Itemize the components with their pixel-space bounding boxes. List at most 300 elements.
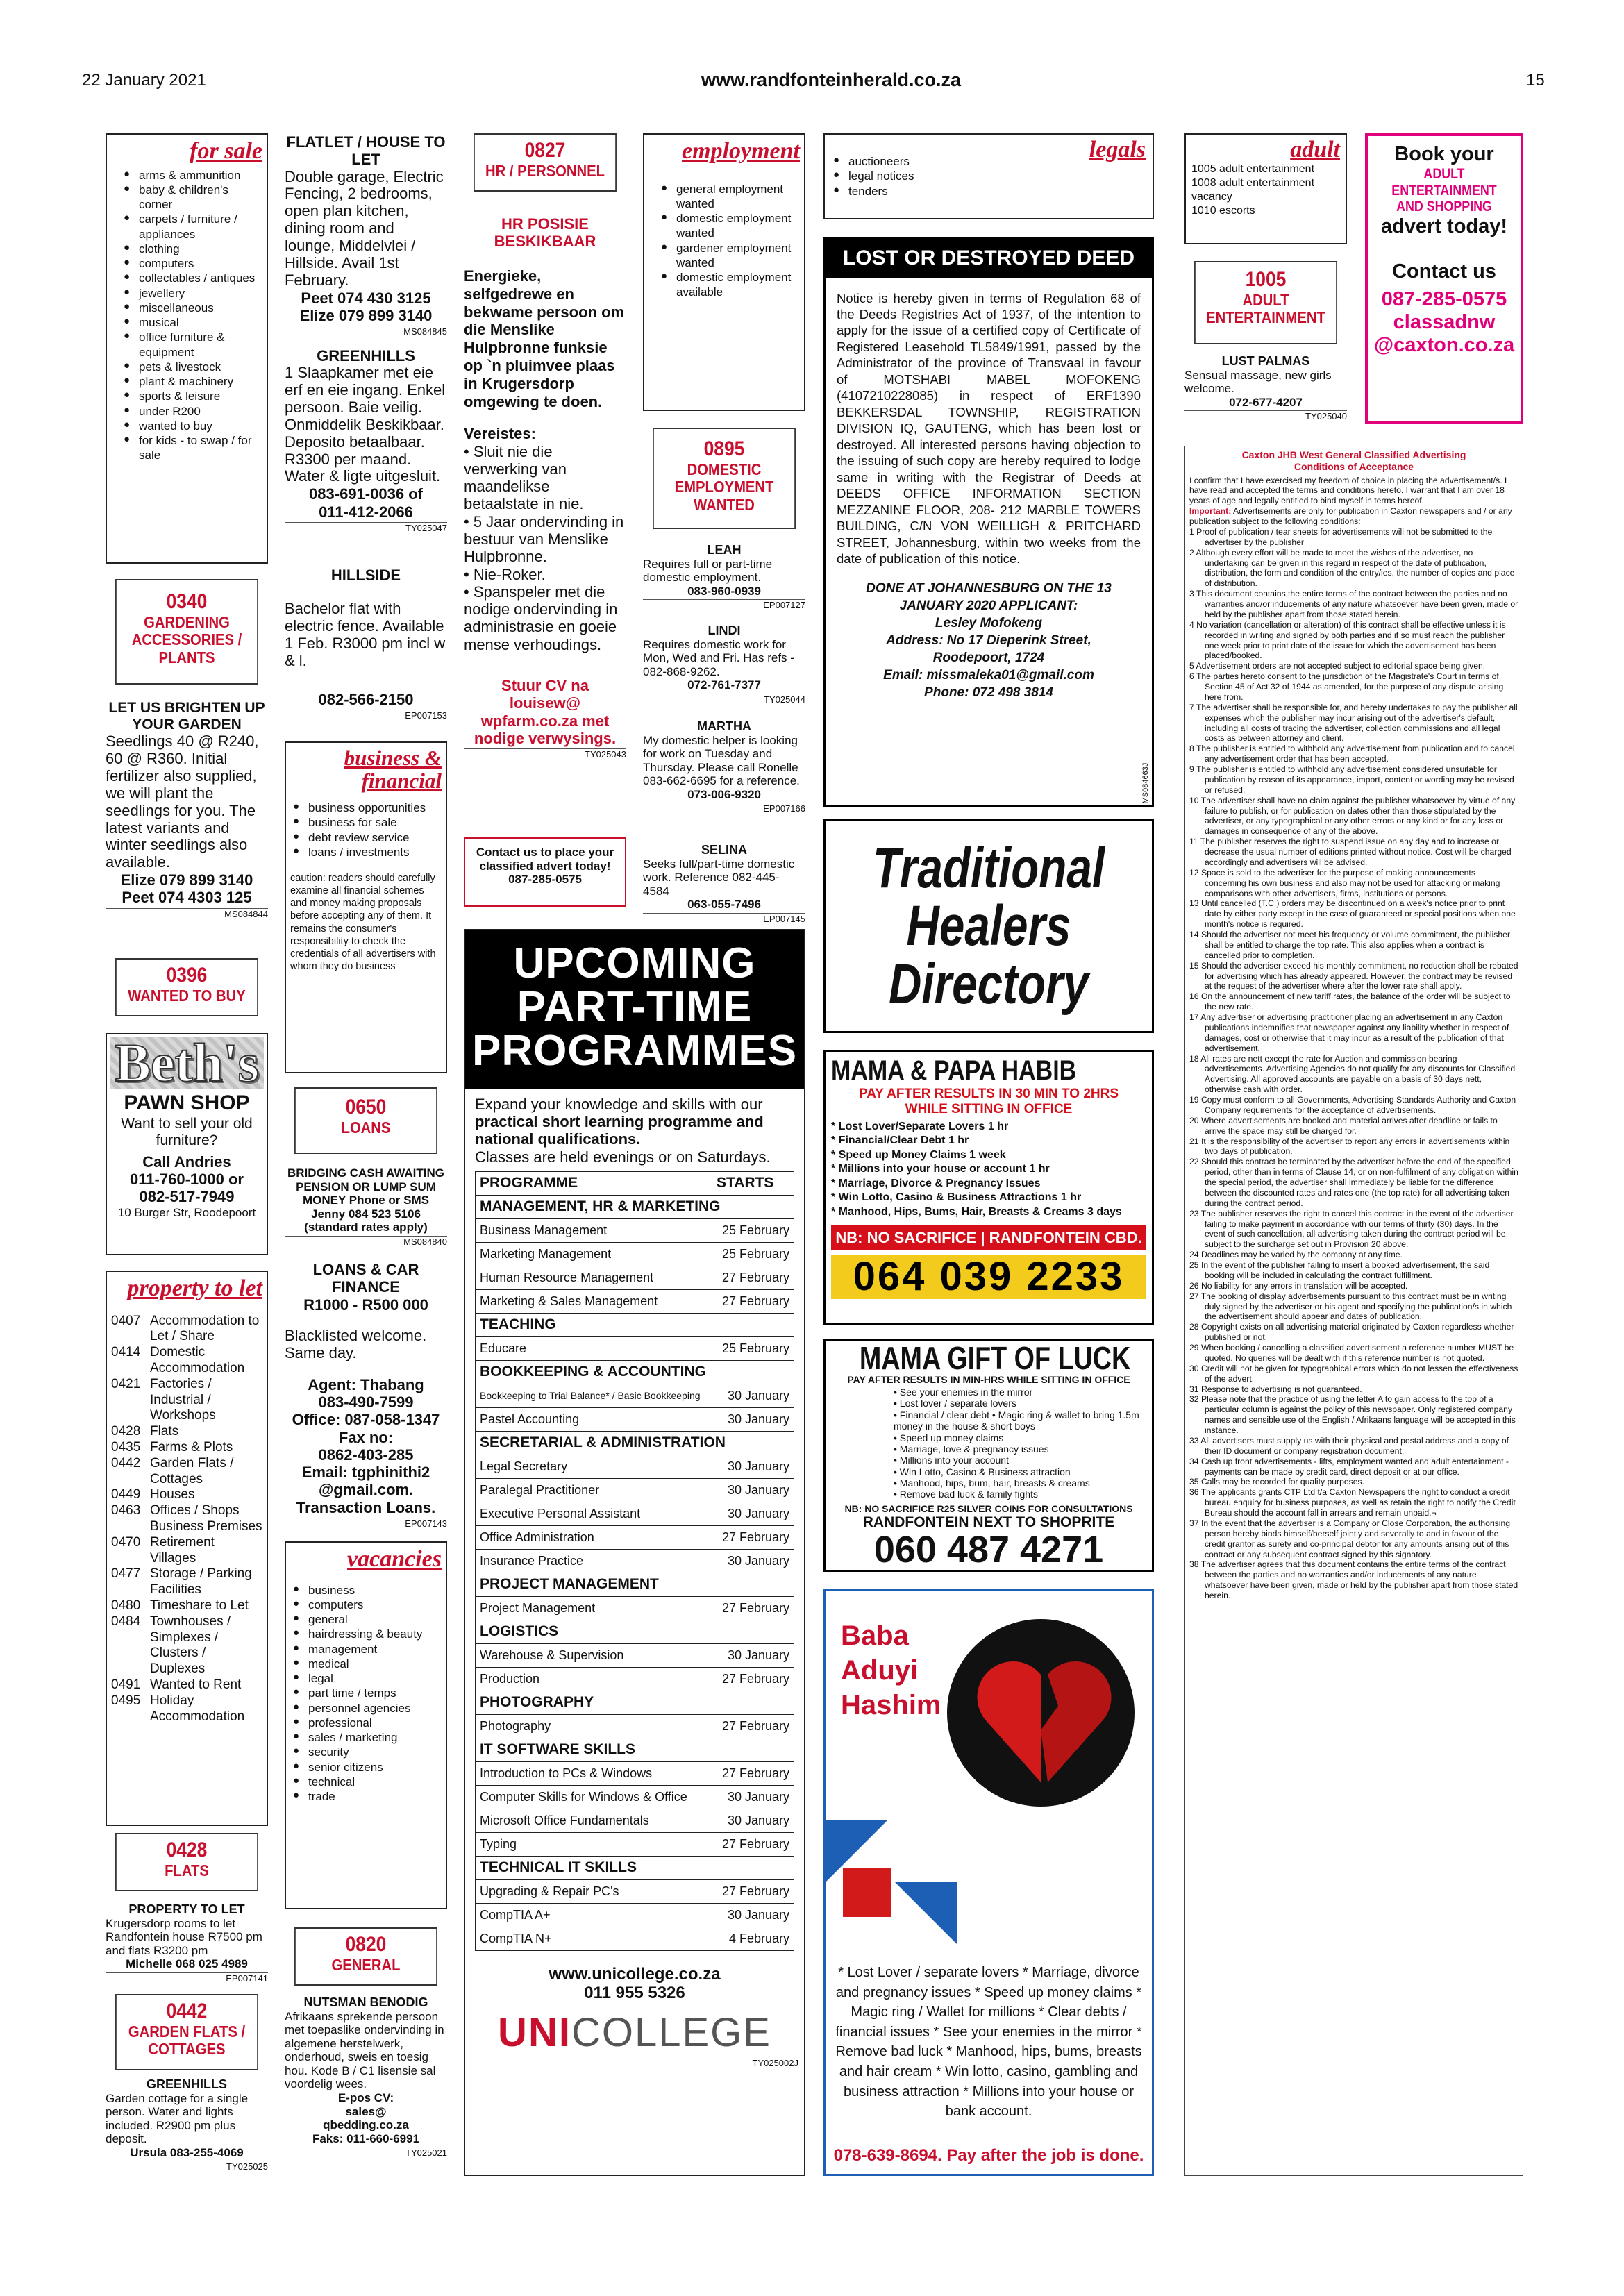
- vacancies-heading: vacancies: [347, 1546, 442, 1572]
- category-label: ADULT ENTERTAINMENT: [1206, 290, 1325, 327]
- vacancies-box: [285, 1541, 447, 1909]
- list-item[interactable]: ● carpets / furniture / appliances: [139, 212, 262, 242]
- ad-ref: MS084845: [285, 326, 447, 337]
- transaction-loans: Transaction Loans.: [296, 1498, 436, 1516]
- list-item[interactable]: 0442 Garden Flats / Cottages: [111, 1455, 234, 1486]
- list-item[interactable]: 0491 Wanted to Rent: [111, 1677, 242, 1693]
- garden-ad: [106, 700, 268, 951]
- ad-title: MAMA GIFT OF LUCK: [859, 1340, 1131, 1376]
- list-item[interactable]: ● arms & ammunition: [139, 168, 262, 183]
- ad-title: LET US BRIGHTEN UP YOUR GARDEN: [108, 700, 265, 733]
- ad-ref: MS084844: [106, 908, 268, 920]
- martha-ad: [643, 719, 805, 837]
- beths-phone: 011-760-1000 or: [130, 1171, 244, 1189]
- condition-item: 12 Space is sold to the advertiser for the purpose of making announcements concerning his own business and also may not be used for attacking or making comparisons with other advertisers, firms, institutions or persons.: [1189, 867, 1500, 898]
- ad-phone: 011-412-2066: [319, 503, 413, 521]
- ad-phone: Peet 074 430 3125: [301, 289, 431, 307]
- list-item[interactable]: ● medical: [308, 1657, 442, 1671]
- hillside-ad: [285, 567, 447, 733]
- table-section-row: [476, 1195, 794, 1218]
- table-row: [476, 1478, 794, 1502]
- ad-text: * Lost Lover / separate lovers * Marriage, divorce and pregnancy issues * Speed up money claims * Magic ring / Wallet for millions * Clear debts / financial issues * See your enemies in the mirror * Remove bad luck * Manhood, hips, bums, breasts and hair cream * Win lotto, casino, gambling and business attraction * Millions into your house or bank account.: [835, 1965, 1142, 2120]
- list-item[interactable]: ● under R200: [139, 404, 262, 419]
- conditions-list: [1189, 527, 1518, 1601]
- start-date-cell: 30 January: [712, 1384, 794, 1407]
- ad-ref: EP007141: [106, 1972, 268, 1984]
- programme-cell: PROJECT MANAGEMENT: [476, 1573, 794, 1596]
- category-number: 0827: [524, 139, 566, 162]
- list-item[interactable]: ● business: [308, 1583, 442, 1598]
- category-box-loans: [294, 1087, 437, 1154]
- list-item[interactable]: ● security: [308, 1745, 442, 1759]
- ad-text: My domestic helper is looking for work on Tuesday and Thursday. Please call Ronelle 083-662-6695 for a reference.: [643, 733, 800, 788]
- legals-heading: legals: [1089, 137, 1146, 162]
- ad-ref: TY025025: [106, 2161, 268, 2172]
- mama-gift-of-luck-ad: [823, 1339, 1154, 1572]
- list-item[interactable]: 0407 Accommodation to Let / Share: [111, 1313, 260, 1344]
- condition-item: 30 Credit will not be given for typographical errors which do not lessen the effectiveness of the advert.: [1189, 1363, 1518, 1384]
- table-row: [476, 1242, 794, 1266]
- programme-cell: Bookkeeping to Trial Balance* / Basic Bookkeeping: [476, 1384, 712, 1407]
- unicollege-intro: Expand your knowledge and skills with our practical short learning programme and national qualifications. Classes are held evenings or on Saturdays.: [475, 1095, 771, 1166]
- for-sale-box: [106, 133, 268, 564]
- for-sale-list: [111, 168, 262, 463]
- ad-nb: NB: NO SACRIFICE R25 SILVER COINS FOR CONSULTATIONS: [844, 1502, 1133, 1514]
- condition-item: 10 The advertiser shall have no claim against the publisher whatsoever by virtue of any failure to publish, or for publication on dates other than those stipulated by the advertiser, or any typographical or any other errors or any kind or for any loss or damages in consequence of any of the above.: [1189, 795, 1516, 837]
- list-item[interactable]: ● gardener employment wanted: [676, 241, 800, 271]
- caution-text: caution: readers should carefully examine all financial schemes and money making proposals before accepting any of them. It remains the consumer's responsibility to check the credentials of all advertisers with whom they do business: [290, 873, 436, 972]
- ad-ref: TY025047: [285, 522, 447, 534]
- list-item[interactable]: 0463 Offices / Shops Business Premises: [111, 1503, 262, 1534]
- ad-phone: 060 487 4271: [873, 1529, 1104, 1571]
- condition-item: 11 The publisher reserves the right to suspend issue on any day and to increase or decrease the usual number of editions printed without notice. Cost will be charged accordingly and advertisers will be advised.: [1189, 837, 1512, 867]
- list-item[interactable]: ● loans / investments: [308, 845, 442, 860]
- list-item[interactable]: ● for kids - to swap / for sale: [139, 433, 262, 463]
- legals-box: [823, 133, 1154, 219]
- condition-item: 16 On the announcement of new tariff rates, the balance of the order will be subject to the new rate.: [1189, 991, 1511, 1012]
- unicollege-headline: UPCOMING PART-TIME PROGRAMMES: [472, 939, 798, 1075]
- category-number: 1005: [1245, 268, 1287, 291]
- condition-item: 38 The advertiser agrees that this document contains the entire terms of the contract between the parties and no warranties and/or inducements of any nature whatsoever have been given, made or held by the publisher apart from those stated herein.: [1189, 1559, 1518, 1601]
- condition-item: 15 Should the advertiser exceed his monthly commitment, no reduction shall be rebated for advertising which has already appeared. However, the contract may be revised at the request of the advertiser where after the lower rate shall apply.: [1189, 960, 1518, 991]
- start-date-cell: 30 January: [712, 1478, 794, 1502]
- table-row: [476, 1266, 794, 1289]
- list-item[interactable]: ● legal: [308, 1671, 442, 1686]
- programme-cell: Paralegal Practitioner: [476, 1478, 712, 1502]
- unicollege-web[interactable]: www.unicollege.co.za: [549, 1964, 721, 1984]
- ad-phone: 083-691-0036 of: [309, 485, 423, 503]
- condition-item: 37 In the event that the advertiser is a Company or Close Corporation, the authorising person hereby binds himself/herself jointly and severally to and in favour of the credit grantor as surety and co-principal debtor for any amounts arising out of this contract or any subsequent contract signed by this signatory.: [1189, 1518, 1511, 1559]
- list-item[interactable]: 0480 Timeshare to Let: [111, 1598, 249, 1614]
- condition-item: 36 The applicants grants CTP Ltd t/a Caxton Newspapers the right to conduct a credit bureau enquiry for business purposes, as well as retain the right to notify the Credit Bureau should the account fall in arrears and remain unpaid.¬: [1189, 1487, 1516, 1518]
- ad-ref: TY025002J: [752, 2057, 798, 2068]
- unicollege-headline-panel: [465, 930, 804, 1089]
- category-number: 0340: [166, 590, 208, 613]
- condition-item: 24 Deadlines may be varied by the company at any time.: [1189, 1250, 1403, 1260]
- list-item[interactable]: ● sports & leisure: [139, 389, 262, 403]
- ad-ref: EP007153: [285, 710, 447, 721]
- ad-phone: 073-006-9320: [687, 787, 761, 801]
- programme-cell: IT SOFTWARE SKILLS: [476, 1738, 794, 1761]
- loans-car-ad: [285, 1261, 447, 1532]
- start-date-cell: 27 February: [712, 1879, 794, 1903]
- unicollege-phone: 011 955 5326: [584, 1984, 685, 2003]
- ad-title: MAMA & PAPA HABIB: [831, 1055, 1077, 1086]
- ad-title: LUST PALMAS: [1221, 354, 1310, 368]
- ad-ref: MS084663J: [1141, 763, 1150, 804]
- adult-list: [1191, 162, 1340, 218]
- ad-list: * Lost Lover/Separate Lovers 1 hr * Financial/Clear Debt 1 hr * Speed up Money Claims 1 week * Millions into your house or account 1 hr * Marriage, Divorce & Pregnancy Issues * Win Lotto, Casino & Business Attractions 1 hr * Manhood, Hips, Bums, Hair, Breasts & Creams 3 days: [831, 1120, 1122, 1218]
- table-row: [476, 1667, 794, 1691]
- ad-nb: NB: NO SACRIFICE | RANDFONTEIN CBD.: [831, 1225, 1146, 1250]
- list-item[interactable]: 0477 Storage / Parking Facilities: [111, 1566, 252, 1598]
- ad-sub: PAY AFTER RESULTS IN 30 MIN TO 2HRS: [858, 1087, 1119, 1101]
- ad-ref: TY025044: [643, 694, 805, 705]
- table-row: [476, 1596, 794, 1620]
- programme-cell: MANAGEMENT, HR & MARKETING: [476, 1195, 794, 1218]
- ad-title: LOANS & CAR FINANCE: [312, 1261, 419, 1296]
- programme-table-wrap: [465, 1166, 804, 1951]
- vacancies-list: [290, 1583, 442, 1804]
- email: sales@: [345, 2104, 387, 2118]
- start-date-cell: 27 February: [712, 1667, 794, 1691]
- email: qbedding.co.za: [323, 2118, 409, 2132]
- property-ad: [106, 1902, 268, 1986]
- table-row: [476, 1455, 794, 1478]
- beths-sub: Want to sell your old furniture?: [121, 1115, 253, 1148]
- col-header: PROGRAMME: [476, 1171, 712, 1195]
- beths-pawn-ad: [106, 1033, 268, 1255]
- email: @gmail.com.: [318, 1481, 414, 1499]
- list-item[interactable]: 1008 adult entertainment vacancy: [1191, 176, 1315, 203]
- programme-cell: Pastel Accounting: [476, 1407, 712, 1431]
- list-item[interactable]: ● miscellaneous: [139, 301, 262, 315]
- deed-title: LOST OR DESTROYED DEED: [826, 240, 1152, 278]
- ad-text: Seeks full/part-time domestic work. Reference 082-445- 4584: [643, 857, 795, 898]
- ad-text: 1 Slaapkamer met eie erf en eie ingang. Enkel persoon. Baie veilig. Onmiddelik Beskikbaar. Deposito betaalbaar. R3300 per maand. Water & ligte uitgesluit.: [285, 364, 446, 485]
- business-list: [290, 801, 442, 860]
- adult-heading: adult: [1290, 137, 1340, 162]
- list-item[interactable]: ● pets & livestock: [139, 360, 262, 374]
- list-item[interactable]: ● musical: [139, 315, 262, 330]
- category-label: DOMESTIC EMPLOYMENT WANTED: [674, 460, 774, 514]
- table-row: [476, 1525, 794, 1549]
- deed-signoff: DONE AT JOHANNESBURG ON THE 13 JANUARY 2020 APPLICANT: Lesley Mofokeng Address: No 17 Dieperink Street, Roodepoort, 1724 Email: missmaleka01@gmail.com Phone: 072 498 3814: [866, 580, 1112, 701]
- start-date-cell: 27 February: [712, 1596, 794, 1620]
- ad-text: Requires domestic work for Mon, Wed and Fri. Has refs - 082-868-9262.: [643, 637, 794, 678]
- table-row: [476, 1384, 794, 1407]
- category-box-garden-flats: [115, 1994, 258, 2070]
- condition-item: 28 Copyright exists on all advertising material originated by Caxton regardless whether published or not.: [1189, 1322, 1514, 1343]
- list-item[interactable]: 1010 escorts: [1191, 204, 1255, 217]
- list-item[interactable]: ● jewellery: [139, 286, 262, 301]
- list-item[interactable]: ● tenders: [848, 184, 1147, 199]
- table-section-row: [476, 1431, 794, 1455]
- list-item[interactable]: ● plant & machinery: [139, 374, 262, 389]
- programme-cell: Introduction to PCs & Windows: [476, 1761, 712, 1785]
- programme-cell: Computer Skills for Windows & Office: [476, 1785, 712, 1809]
- fax-number: 0862-403-285: [318, 1446, 414, 1464]
- ad-title: NUTSMAN BENODIG: [303, 1995, 428, 2009]
- list-item[interactable]: ● domestic employment wanted: [676, 211, 800, 241]
- category-label: GENERAL: [331, 1955, 401, 1974]
- programme-cell: Insurance Practice: [476, 1549, 712, 1573]
- table-section-row: [476, 1738, 794, 1761]
- condition-item: 1 Proof of publication / tear sheets for advertisements will not be submitted to the advertiser by the publisher: [1189, 526, 1493, 547]
- conditions-body: I confirm that I have exercised my freedom of choice in placing the advertisement/s. I have read and accepted the terms and conditions hereto. I warrant that I am over 18 years of age and legally entitled to bind myself in terms hereof. Important: Advertisements are only for publication in Caxton newspapers and / or any publication subject to the following conditions: 1 Proof of publication / tear sheets for advertisements will not be submitted to the advertiser by the publisher 2 Although every effort will be made to meet the wishes of the advertiser, no undertaking can be given in this regard in respect of the date of publication, distribution, the form and condition of the entry/ies, the number of copies and place of distribution. 3 This document contains the entire terms of the contract between the parties and no warranties and/or inducements of any nature whatsoever have been given, made or held by the publisher apart from those stated herein. 4 No variation (cancellation or alteration) of this contract shall be effective unless it is recorded in writing and signed by both parties and if so must reach the publisher one week prior to print date of the issue for which the advertisement has been placed/booked. 5 Advertisement orders are not accepted subject to editorial space being given. 6 The parties hereto consent to the jurisdiction of the Magistrate's Court in terms of Section 45 of Act 32 of 1944 as amended, for the purpose of any dispute arising here from. 7 The advertiser shall be responsible for, and hereby undertakes to pay the publisher all expenses which the publisher may incur arising out of the advertiser's default, including all costs of tracing the advertiser, collection commissions and all legal costs as between attorney and client. 8 The publisher is entitled to withhold any advertisement from publication and to cancel any advertisement order that has been accepted. 9 The publisher is entitled to withhold any advertisement considered unsuitable for publication by reason of its appearance, import, content or wording may be revised or refused. 10 The advertiser shall have no claim against the publisher whatsoever by virtue of any failure to publish, or for publication on dates other than those stipulated by the advertiser, or any typographical or any other errors or any kind or for any loss or damages in consequence of any of the above. 11 The publisher reserves the right to suspend issue on any day and to increase or decrease the usual number of editions printed without notice. Cost will be charged accordingly and advertisers will be advised. 12 Space is sold to the advertiser for the purpose of making announcements concerning his own business and also may not be used for attacking or making comparisons with other advertisers, firms, institutions or persons. 13 Until cancelled (T.C.) orders may be discontinued on a week's notice prior to print date by either party except in the case of guaranteed or special positions when one month's notice is required. 14 Should the advertiser not meet his frequency or volume commitment, the publisher shall be entitled to charge the top rate. This also applies when a contract is cancelled prior to completion. 15 Should the advertiser exceed his monthly commitment, no reduction shall be rebated for advertising which has already appeared. However, the contract may be revised at the request of the advertiser where after the lower rate shall apply. 16 On the announcement of new tariff rates, the balance of the order will be subject to the new rate. 17 Any advertiser or advertising practitioner placing an advertisement in any Caxton publications indemnifies that newspaper against any liability whether in respect of damages, cost or otherwise that it may incur as a result of the publication of that advertisement. 18 All rates are nett except the rate for Auction and commission bearing advertisements. Advertising Agencies do not qualify for any discounts for Classified Advertising. All approved accounts are payable on a basis of 30 days nett, otherwise cash with order. 19 Copy must conform to all Governments, Advertising Standards Authority and Caxton Company requirements for the acceptance of advertisements. 20 Where advertisements are booked and material arrives after deadline or fails to arrive the space may still be charged for. 21 It is the responsibility of the advertiser to report any errors in advertisements within two days of publication. 22 Should this contract be terminated by the advertiser before the end of the specified period, other than in terms of Clause 14, or on non-fulfilment of any obligation within the special period, the advertiser shall immediately be liable for the difference between the discounted rates and rates one (the top rate) for all advertising taken during the contract period. 23 The publisher reserves the right to cancel this contract in the event of the advertiser failing to make payment in accordance with our terms of thirty (30) days. In the event of such cancellation, all advertising taken during the contract period will be subject to the surcharge set out in Provision 20 above. 24 Deadlines may be varied by the company at any time. 25 In the event of the publisher failing to insert a booked advertisement, the said booking will be included in calculating the contract fulfillment. 26 No liability for any errors in translation will be accepted. 27 The booking of display advertisements pursuant to this contract must be in writing duly signed by the advertiser or his agent and specifying the publication/s in which the advertisement should appear and dates of publication. 28 Copyright exists on all advertising material originated by Caxton regardless whether published or not. 29 When booking / cancelling a classified advertisement a reference number MUST be quoted. No queries will be dealt with if this reference number is not quoted. 30 Credit will not be given for typographical errors which do not lessen the effectiveness of the advert. 31 Response to advertising is not guaranteed. 32 Please note that the practice of using the letter A to gain access to the top of a particular column is against the policy of this newspaper. Only registered company names and sensible use of the English / Afrikaans language will be accepted in this instance. 33 All advertisers must supply us with their physical and postal address and a copy of their ID document or company registration document. 34 Cash up front advertisements - lifts, employment wanted and adult entertainment - payments can be made by credit card, direct deposit or at our office. 35 Calls may be recorded for quality purposes. 36 The applicants grants CTP Ltd t/a Caxton Newspapers the right to conduct a credit bureau enquiry for business purposes, as well as retain the right to notify the Credit Bureau should the account fall in arrears and remain unpaid.¬ 37 In the event that the advertiser is a Company or Close Corporation, the authorising person hereby binds himself/herself jointly and severally to and in favour of the credit grantor as surety and co-principal debtor for any amounts arising out of this contract or any subsequent contract signed by this signatory. 38 The advertiser agrees that this document contains the entire terms of the contract between the parties and no warranties and/or inducements of any nature whatsoever have been given, made or held by the publisher apart from those stated herein.: [1189, 475, 1518, 1601]
- list-item[interactable]: ● collectables / antiques: [139, 271, 262, 285]
- ad-ref: MS084840: [285, 1236, 447, 1248]
- unicollege-logo: UNICOLLEGE: [498, 2010, 771, 2056]
- col-header: STARTS: [712, 1171, 794, 1195]
- ad-title: HILLSIDE: [330, 567, 401, 584]
- hr-cta: Stuur CV na louisew@ wpfarm.co.za met nodige verwysings.: [474, 677, 617, 747]
- ad-ref: TY025040: [1184, 410, 1347, 422]
- contact-text: Contact us to place your classified advert today! 087-285-0575: [476, 846, 614, 887]
- list-item[interactable]: ● sales / marketing: [308, 1730, 442, 1745]
- condition-item: 31 Response to advertising is not guaranteed.: [1189, 1384, 1362, 1394]
- hr-req: • Nie-Roker.: [464, 565, 546, 583]
- category-number: 0895: [703, 437, 745, 460]
- start-date-cell: 27 February: [712, 1266, 794, 1289]
- list-item[interactable]: 0495 Holiday Accommodation: [111, 1693, 245, 1724]
- condition-item: 26 No liability for any errors in translation will be accepted.: [1189, 1280, 1408, 1291]
- ad-title: LEAH: [707, 543, 742, 557]
- ad-phone: Elize 079 899 3140: [120, 871, 253, 889]
- unicollege-ad: [464, 929, 805, 2176]
- hr-ad: [464, 208, 626, 826]
- condition-item: 17 Any advertiser or advertising practitioner placing an advertisement in any Caxton publications indemnifies that newspaper against any liability whether in respect of damages, cost or otherwise that it may incur as a result of the publication of that advertisement.: [1189, 1012, 1509, 1053]
- condition-item: 7 The advertiser shall be responsible for, and hereby undertakes to pay the publisher all expenses which the publisher may incur arising out of the advertiser's default, including all costs of tracing the advertiser, collection commissions and all legal costs as between attorney and client.: [1189, 702, 1518, 744]
- ad-phone: 063-055-7496: [687, 898, 761, 912]
- employment-heading: employment: [682, 138, 800, 164]
- fax-label: Fax no:: [338, 1428, 394, 1446]
- list-item[interactable]: ● trade: [308, 1789, 442, 1804]
- ad-ref: EP007145: [643, 913, 805, 925]
- programme-cell: Typing: [476, 1832, 712, 1856]
- list-item[interactable]: ● hairdressing & beauty: [308, 1627, 442, 1641]
- table-row: [476, 1879, 794, 1903]
- programme-cell: Warehouse & Supervision: [476, 1643, 712, 1667]
- beths-title: PAWN SHOP: [124, 1091, 250, 1115]
- email-label: E-pos CV:: [337, 2090, 394, 2104]
- list-item[interactable]: 0484 Townhouses / Simplexes / Clusters / Duplexes: [111, 1614, 231, 1677]
- category-box-flats: [115, 1833, 258, 1891]
- list-item[interactable]: ● technical: [308, 1775, 442, 1789]
- list-item[interactable]: ● general: [308, 1612, 442, 1627]
- condition-item: 13 Until cancelled (T.C.) orders may be discontinued on a week's notice prior to print date by either party except in the case of guaranteed or special positions when one month's notice is required.: [1189, 898, 1516, 930]
- start-date-cell: 27 February: [712, 1714, 794, 1738]
- condition-item: 4 No variation (cancellation or alteration) of this contract shall be effective unless it is recorded in writing and signed by both parties and if so must reach the publisher one week prior to print date of the issue for which the advertisement has been placed/booked.: [1189, 619, 1506, 661]
- condition-item: 2 Although every effort will be made to meet the wishes of the advertiser, no undertaking can be given in this regard in respect of the date of publication, distribution, the form and condition of the entry/ies, the number of copies and place of distribution.: [1189, 547, 1515, 589]
- deed-body: Notice is hereby given in terms of Regulation 68 of the Deeds Registries Act of 1937, of the intention to apply for the issue of a certified copy of Certificate of Registered Leasehold TL5849/1991, passed by the Administrator of the province of Transvaal in favour of MOTSHABI MABEL MOFOKENG (4107210228085) in respect of ERF1390 BEKKERSDAL TOWNSHIP, REGISTRATION DIVISION IQ, GAUTENG, which has been lost or destroyed. All interested persons having objection to the issuing of such copy are hereby required to lodge same in writing with the Registrar of Deeds at DEEDS OFFICE INFORMATION SECTION MEZZANINE FLOOR, 208- 212 MARBLE TOWERS BUILDING, C/N VON WEILLIGH & PRITCHARD STREET, Johannesburg, within two weeks from the date of publication of this notice.: [837, 290, 1141, 567]
- table-section-row: [476, 1620, 794, 1643]
- condition-item: 29 When booking / cancelling a classified advertisement a reference number MUST be quoted. No queries will be dealt with if this reference number is not quoted.: [1189, 1343, 1514, 1363]
- start-date-cell: 30 January: [712, 1407, 794, 1431]
- ad-phone: 072-677-4207: [1229, 395, 1303, 409]
- programme-cell: PHOTOGRAPHY: [476, 1691, 794, 1714]
- start-date-cell: 27 February: [712, 1289, 794, 1313]
- hr-req: • 5 Jaar ondervinding in bestuur van Menslike Hulpbronne.: [464, 512, 624, 566]
- start-date-cell: 30 January: [712, 1502, 794, 1525]
- start-date-cell: 30 January: [712, 1455, 794, 1478]
- ad-phone: 078-639-8694. Pay after the job is done.: [833, 2146, 1144, 2165]
- hr-lead: Energieke, selfgedrewe en bekwame persoon om die Menslike Hulpbronne funksie op `n pluimvee plaas in Krugersdorp omgewing te doen.: [464, 267, 625, 411]
- category-box-domestic: [653, 428, 796, 529]
- list-item[interactable]: ● professional: [308, 1716, 442, 1730]
- property-list: [111, 1314, 262, 1725]
- healers-banner: [823, 819, 1154, 1033]
- programme-cell: Microsoft Office Fundamentals: [476, 1809, 712, 1832]
- programme-table: [475, 1171, 794, 1951]
- bridging-ad: [285, 1166, 447, 1254]
- list-item[interactable]: ● clothing: [139, 242, 262, 256]
- list-item[interactable]: ● business opportunities: [308, 801, 442, 815]
- category-label: LOANS: [341, 1118, 391, 1137]
- ad-title: GREENHILLS: [317, 347, 415, 364]
- list-item[interactable]: ● auctioneers: [848, 154, 1147, 169]
- list-item[interactable]: 0421 Factories / Industrial / Workshops: [111, 1376, 216, 1423]
- ad-text: Sensual massage, new girls welcome.: [1184, 368, 1332, 396]
- table-section-row: [476, 1313, 794, 1336]
- condition-item: 21 It is the responsibility of the advertiser to report any errors in advertisements within two days of publication.: [1189, 1136, 1510, 1157]
- condition-item: 27 The booking of display advertisements pursuant to this contract must be in writing duly signed by the advertiser or his agent and specifying the publication/s in which the advertisement should appear and dates of publication.: [1189, 1291, 1512, 1322]
- list-item[interactable]: 0435 Farms & Plots: [111, 1440, 233, 1455]
- greenhills-ad: [106, 2077, 268, 2175]
- condition-item: 5 Advertisement orders are not accepted subject to editorial space being given.: [1189, 661, 1486, 671]
- list-item[interactable]: ● business for sale: [308, 815, 442, 830]
- list-item[interactable]: ● baby & children's corner: [139, 183, 262, 212]
- programme-cell: BOOKKEEPING & ACCOUNTING: [476, 1360, 794, 1384]
- programme-cell: Upgrading & Repair PC's: [476, 1879, 712, 1903]
- ad-text: Garden cottage for a single person. Water and lights included. R2900 pm plus deposit.: [106, 2091, 249, 2146]
- list-item[interactable]: 0449 Houses: [111, 1487, 195, 1502]
- hr-req-title: Vereistes:: [464, 425, 536, 443]
- programme-cell: Legal Secretary: [476, 1455, 712, 1478]
- programme-cell: LOGISTICS: [476, 1620, 794, 1643]
- hr-title: HR POSISIE BESKIKBAAR: [494, 215, 596, 251]
- ad-phone: Peet 074 4303 125: [122, 889, 252, 907]
- contact-classified-box: [464, 837, 626, 907]
- ad-title: MARTHA: [697, 719, 751, 733]
- category-box-hr: [474, 133, 617, 192]
- start-date-cell: 30 January: [712, 1643, 794, 1667]
- list-item[interactable]: ● debt review service: [308, 830, 442, 845]
- employment-list: [648, 182, 800, 300]
- list-item[interactable]: ● wanted to buy: [139, 419, 262, 433]
- programme-cell: Marketing & Sales Management: [476, 1289, 712, 1313]
- list-item[interactable]: ● management: [308, 1642, 442, 1657]
- category-number: 0820: [345, 1933, 387, 1956]
- ad-ref: TY025021: [285, 2147, 447, 2159]
- category-box-general: [294, 1927, 437, 1986]
- start-date-cell: 27 February: [712, 1832, 794, 1856]
- start-date-cell: 25 February: [712, 1336, 794, 1360]
- table-row: [476, 1903, 794, 1927]
- ad-phone: 083-960-0939: [687, 584, 761, 598]
- programme-cell: Photography: [476, 1714, 712, 1738]
- page-number: 15: [1526, 71, 1545, 90]
- category-label: WANTED TO BUY: [128, 986, 246, 1005]
- list-item[interactable]: ● computers: [139, 256, 262, 271]
- site-url[interactable]: www.randfonteinherald.co.za: [701, 69, 962, 90]
- programme-cell: Business Management: [476, 1218, 712, 1242]
- start-date-cell: 25 February: [712, 1218, 794, 1242]
- loan-amount: R1000 - R500 000: [303, 1296, 428, 1314]
- list-item[interactable]: ● legal notices: [848, 169, 1147, 183]
- list-item[interactable]: ● part time / temps: [308, 1686, 442, 1700]
- list-item[interactable]: ● computers: [308, 1598, 442, 1612]
- category-number: 0428: [166, 1838, 208, 1861]
- list-item[interactable]: ● domestic employment available: [676, 270, 800, 300]
- for-sale-heading: for sale: [190, 138, 262, 164]
- ad-text: Double garage, Electric Fencing, 2 bedrooms, open plan kitchen, dining room and lounge, Middelvlei / Hillside. Avail 1st February.: [285, 167, 444, 289]
- ad-list: • See your enemies in the mirror • Lost lover / separate lovers • Financial / clear debt • Magic ring & wallet to bring 1.5m money in the house & short boys • Speed up money claims • Marriage, love & pregnancy issues • Millions into your account • Win Lotto, Casino & Business attraction • Manhood, hips, bum, hair, breasts & creams • Remove bad luck & family fights: [894, 1386, 1139, 1500]
- lindi-ad: [643, 623, 805, 714]
- list-item[interactable]: 1005 adult entertainment: [1191, 162, 1315, 175]
- list-item[interactable]: ● personnel agencies: [308, 1701, 442, 1716]
- category-label: GARDEN FLATS / COTTAGES: [128, 2022, 246, 2059]
- property-heading: property to let: [127, 1275, 262, 1301]
- condition-item: 8 The publisher is entitled to withhold any advertisement from publication and to cancel any advertisement order that has been accepted.: [1189, 744, 1515, 764]
- email: Email: tgphinithi2: [301, 1464, 430, 1482]
- list-item[interactable]: 0414 Domestic Accommodation: [111, 1345, 245, 1376]
- start-date-cell: 30 January: [712, 1549, 794, 1573]
- healers-title: Traditional Healers Directory: [872, 836, 1105, 1016]
- condition-item: 25 In the event of the publisher failing to insert a booked advertisement, the said booking will be included in calculating the contract fulfillment.: [1189, 1260, 1490, 1280]
- start-date-cell: 27 February: [712, 1525, 794, 1549]
- ad-phone: 083-490-7599: [318, 1393, 414, 1411]
- table-section-row: [476, 1573, 794, 1596]
- adult-box: [1184, 133, 1347, 244]
- list-item[interactable]: 0428 Flats: [111, 1424, 179, 1439]
- category-label: FLATS: [165, 1861, 209, 1879]
- deed-notice: [823, 237, 1154, 807]
- ad-ref: EP007143: [285, 1518, 447, 1530]
- list-item[interactable]: ● office furniture & equipment: [139, 330, 262, 360]
- table-row: [476, 1643, 794, 1667]
- condition-item: 6 The parties hereto consent to the jurisdiction of the Magistrate's Court in terms of Section 45 of Act 32 of 1944 as amended, for the purpose of any dispute arising here from.: [1189, 671, 1504, 702]
- programme-cell: Marketing Management: [476, 1242, 712, 1266]
- table-row: [476, 1809, 794, 1832]
- condition-item: 33 All advertisers must supply us with their physical and postal address and a copy of their ID document or company registration document.: [1189, 1435, 1509, 1456]
- table-row: [476, 1336, 794, 1360]
- ad-ref: TY025043: [464, 748, 626, 760]
- ad-phone: 072-761-7377: [687, 678, 761, 692]
- leah-ad: [643, 543, 805, 617]
- programme-cell: Human Resource Management: [476, 1266, 712, 1289]
- list-item[interactable]: ● senior citizens: [308, 1760, 442, 1775]
- ad-phone: 064 039 2233: [831, 1255, 1146, 1299]
- condition-item: 14 Should the advertiser not meet his frequency or volume commitment, the publisher shall be entitled to charge the top rate. This also applies when a contract is cancelled prior to completion.: [1189, 930, 1511, 960]
- ad-text: Krugersdorp rooms to let Randfontein house R7500 pm and flats R3200 pm: [106, 1916, 262, 1957]
- list-item[interactable]: ● general employment wanted: [676, 182, 800, 212]
- greenhills2-ad: [285, 347, 447, 555]
- programme-cell: Office Administration: [476, 1525, 712, 1549]
- list-item[interactable]: 0470 Retirement Villages: [111, 1534, 215, 1566]
- ad-phone: Ursula 083-255-4069: [130, 2145, 244, 2159]
- ad-phone: Elize 079 899 3140: [299, 306, 433, 324]
- category-label: HR / PERSONNEL: [485, 161, 605, 180]
- ad-ref: EP007166: [643, 803, 805, 814]
- programme-cell: Production: [476, 1667, 712, 1691]
- conditions-title: Caxton JHB West General Classified Advertising Conditions of Acceptance: [1241, 449, 1466, 472]
- table-row: [476, 1927, 794, 1950]
- start-date-cell: 25 February: [712, 1242, 794, 1266]
- table-row: [476, 1549, 794, 1573]
- category-box-adult: [1194, 261, 1337, 344]
- agent-name: Agent: Thabang: [308, 1375, 424, 1393]
